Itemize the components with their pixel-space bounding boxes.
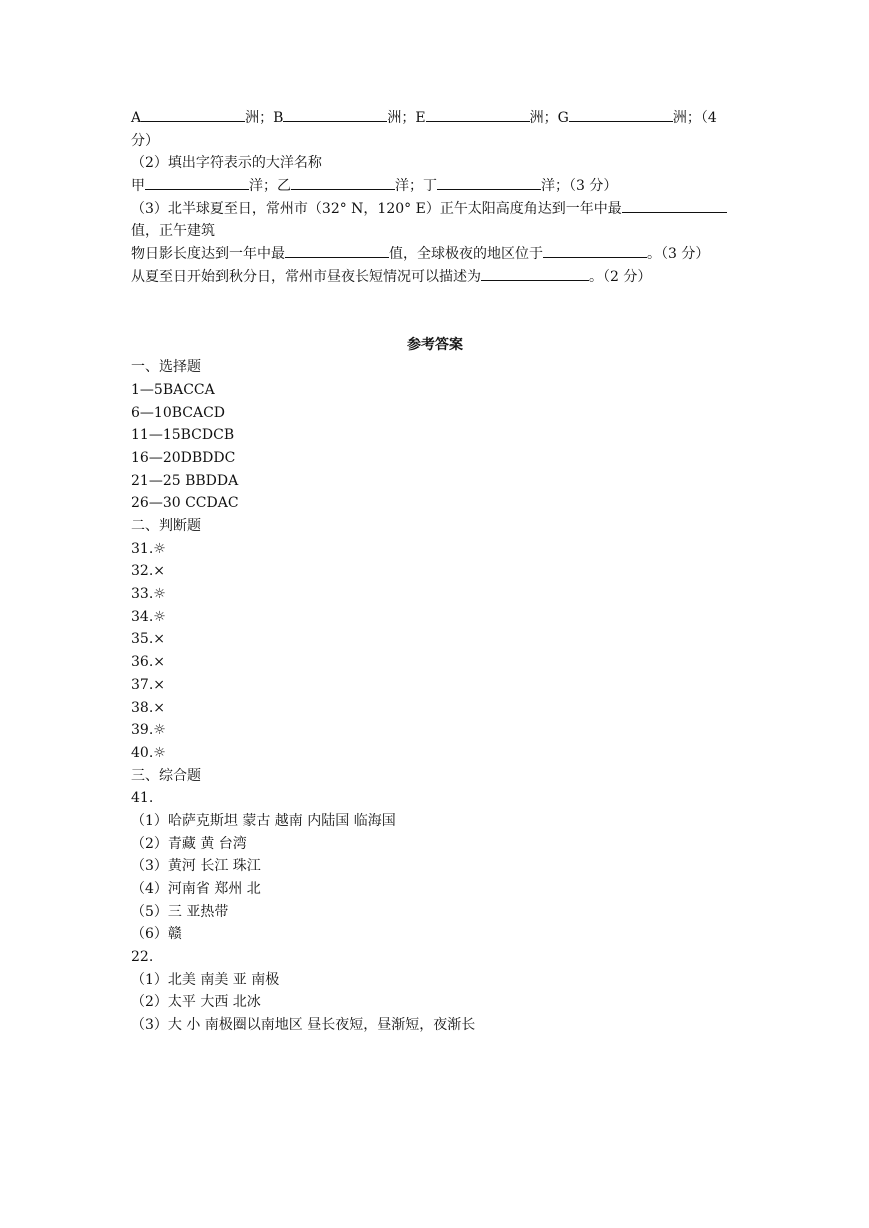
q3-text3a: 物日影长度达到一年中最 [131,246,285,263]
judge-answer: 38.× [131,699,165,716]
q22-answer: （1）北美 南美 亚 南极 [131,971,280,988]
q22-answer: （3）大 小 南极圈以南地区 昼长夜短，昼渐短，夜渐长 [131,1017,476,1034]
blank-g [569,107,673,122]
label-g: 洲；G [529,110,569,126]
judge-answer: 35.× [131,631,165,648]
label-jia: 甲 [131,178,145,195]
blank-b [283,107,387,122]
choice-answer: 11—15BCDCB [131,427,235,444]
label-a: A [131,110,142,126]
judge-answer: 39.☼ [131,722,166,739]
blank-a [141,107,245,122]
q3-line2: 值，正午建筑 [131,223,215,240]
q41-answer: （3）黄河 长江 珠江 [131,858,261,875]
blank-q3-polar [543,243,647,258]
judge-answer: 33.☼ [131,586,166,603]
choice-answer: 16—20DBDDC [131,449,236,466]
section-comprehensive: 三、综合题 [131,767,201,784]
q3-text3b: 值，全球极夜的地区位于 [389,246,543,263]
blank-yi [291,175,395,190]
judge-answer: 31.☼ [131,540,166,557]
judge-answer: 34.☼ [131,608,166,625]
score-q3b: 。（2 分） [589,268,652,285]
judge-answer: 32.× [131,563,165,580]
judge-answer: 36.× [131,654,165,671]
score-q1: 洲；（4 [672,110,717,126]
blank-q3-max [622,198,727,213]
label-ding: 洋；丁 [395,178,437,195]
choice-answer: 6—10BCACD [131,404,226,421]
q41-answer: （2）青藏 黄 台湾 [131,835,247,852]
blank-jia [145,175,249,190]
score-q3: 。（3 分） [647,246,710,263]
q3-text1: （3）北半球夏至日，常州市（32° N，120° E）正午太阳高度角达到一年中最 [131,200,622,217]
label-e: 洲；E [387,110,426,126]
blank-e [426,107,530,122]
q41-answer: （5）三 亚热带 [131,903,229,920]
answers-title: 参考答案 [407,336,463,353]
q22-answer: （2）太平 大西 北冰 [131,994,261,1011]
q3-line1 [131,198,739,221]
spacer [131,289,739,334]
q41-answer: （6）赣 [131,926,182,943]
q41-number: 41. [131,790,154,807]
label-yi: 洋；乙 [249,178,291,195]
document-page [131,107,739,1037]
q1-score-cont: 分） [131,132,159,149]
judge-answer: 40.☼ [131,744,166,761]
judge-answer: 37.× [131,676,165,693]
blank-q3-shadow [285,243,389,258]
q3-line3 [131,243,739,266]
q22-number: 22. [131,949,154,966]
q2-ocean-line [131,175,739,198]
section-judge: 二、判断题 [131,518,201,534]
q3-text4a: 从夏至日开始到秋分日，常州市昼夜长短情况可以描述为 [131,268,481,285]
q41-answer: （1）哈萨克斯坦 蒙古 越南 内陆国 临海国 [131,812,396,829]
q3-line4 [131,266,739,289]
q1-continent-line [131,107,739,130]
blank-ding [437,175,541,190]
q41-answer: （4）河南省 郑州 北 [131,881,261,897]
score-q2: 洋；（3 分） [541,178,618,195]
section-choice: 一、选择题 [131,359,201,376]
choice-answer: 1—5BACCA [131,381,215,398]
q2-title: （2）填出字符表示的大洋名称 [131,155,322,172]
choice-answer: 26—30 CCDAC [131,495,239,512]
choice-answer: 21—25 BBDDA [131,472,239,489]
label-b: 洲；B [245,110,284,126]
blank-q3-daylength [481,266,589,281]
